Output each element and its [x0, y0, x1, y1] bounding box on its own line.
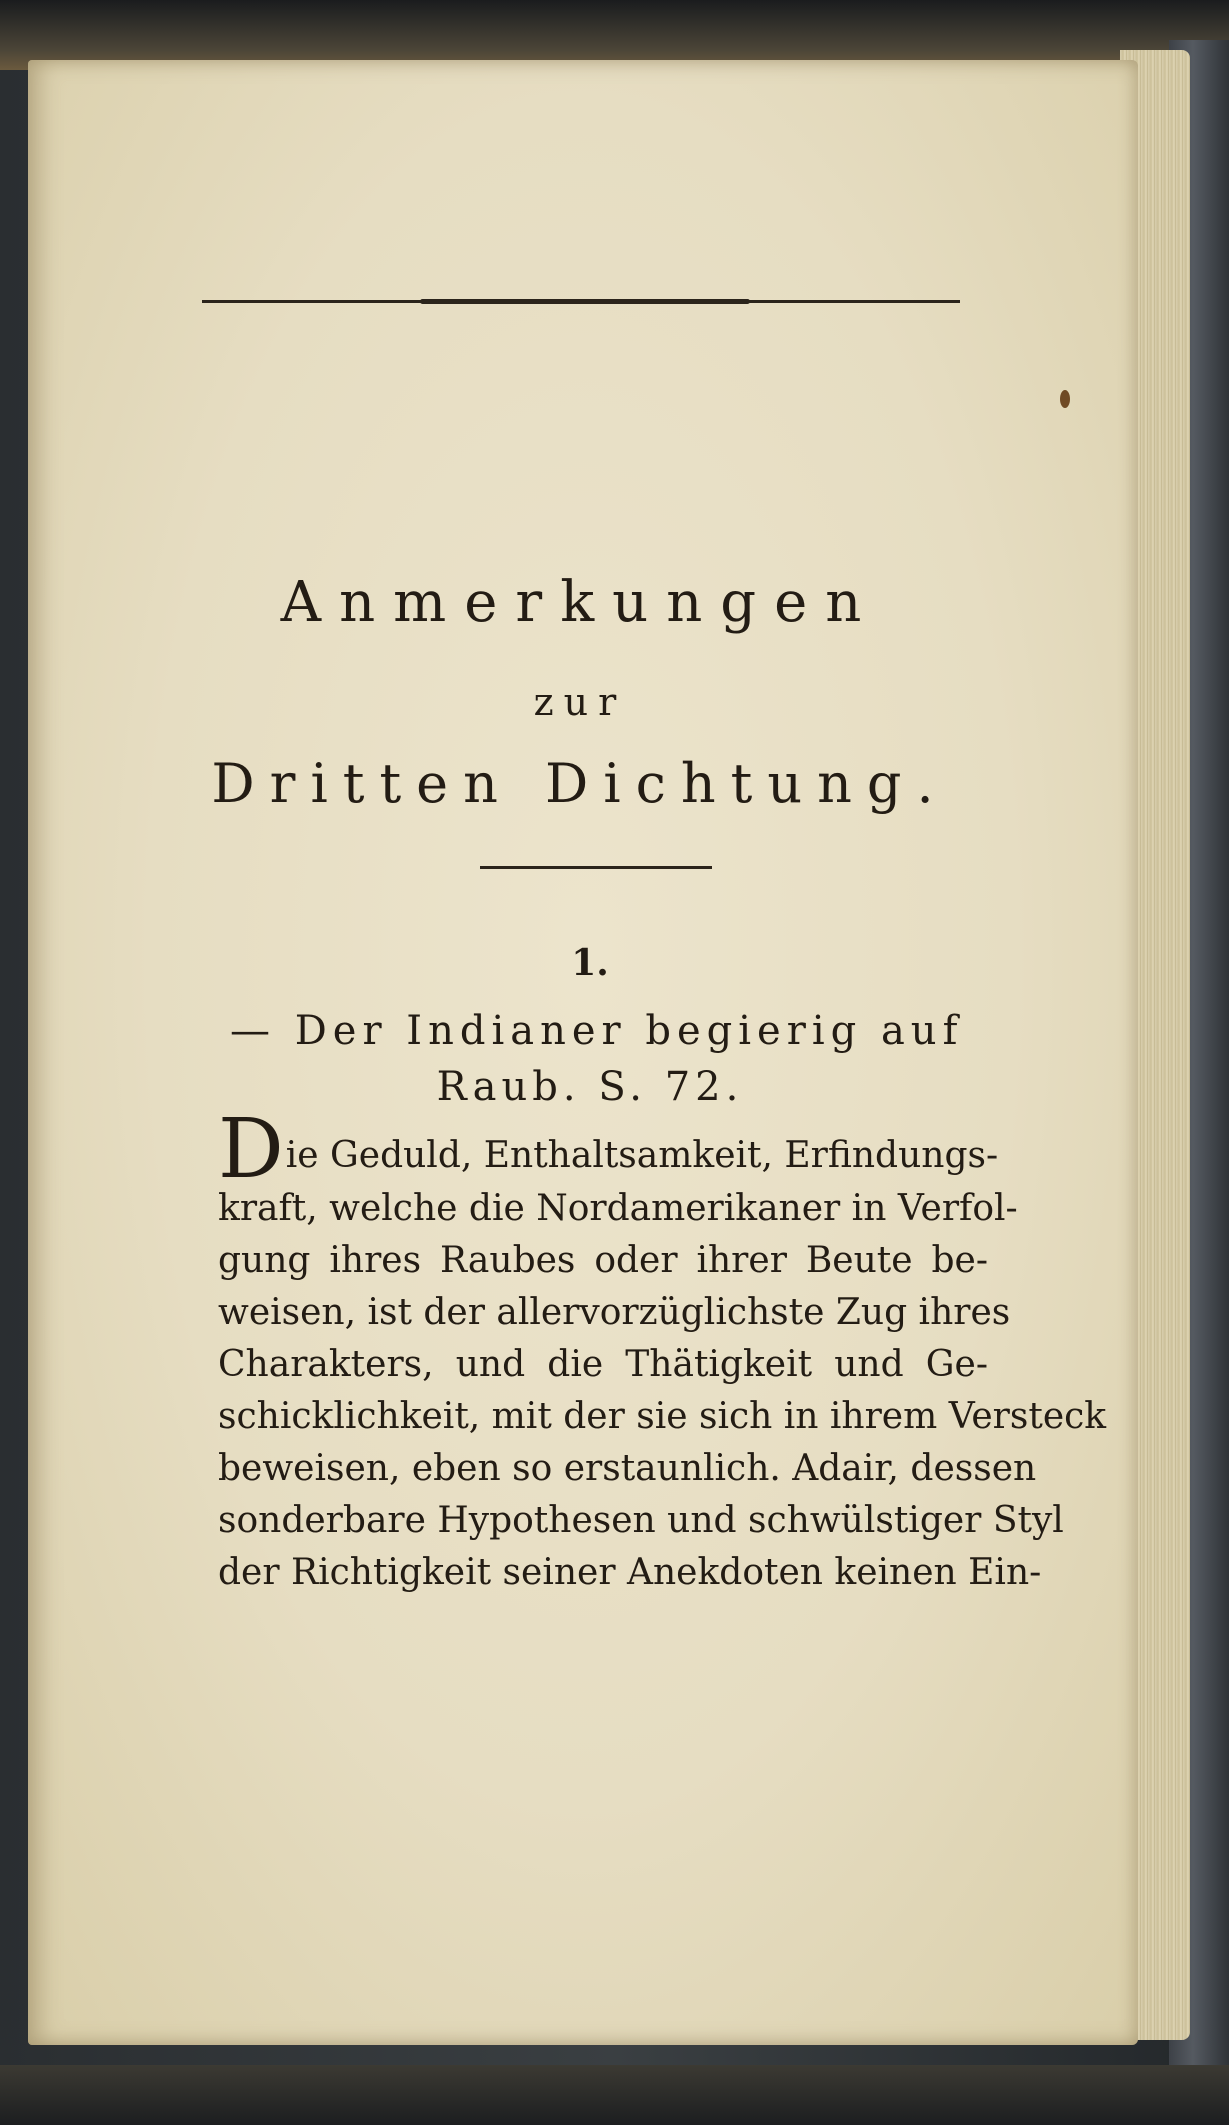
top-rule-thick-center: [420, 299, 750, 304]
book-cover-bottom-edge: [0, 2065, 1229, 2125]
body-line-text: ie Geduld, Enthaltsamkeit, Erfindungs-: [285, 1135, 999, 1176]
paper-speck: [1060, 390, 1070, 408]
note-heading-line-1: — Der Indianer begierig auf: [230, 1008, 964, 1054]
body-line-4: weisen, ist der allervorzüglichste Zug ihres: [218, 1292, 1011, 1333]
section-divider: [480, 866, 712, 869]
note-number: 1.: [571, 942, 609, 984]
note-heading-line-2: Raub. S. 72.: [436, 1064, 744, 1110]
body-line-9: der Richtigkeit seiner Anekdoten keinen Ein-: [218, 1552, 1042, 1593]
body-line-8: sonderbare Hypothesen und schwülstiger Styl: [218, 1500, 1064, 1541]
body-line-5: Charakters, und die Thätigkeit und Ge-: [218, 1344, 988, 1385]
body-line-2: kraft, welche die Nordamerikaner in Verfol-: [218, 1188, 1018, 1229]
page-title: Anmerkungen: [280, 570, 880, 635]
body-line-1: [218, 1102, 999, 1197]
body-line-3: gung ihres Raubes oder ihrer Beute be-: [218, 1240, 988, 1281]
body-line-7: beweisen, eben so erstaunlich. Adair, dessen: [218, 1448, 1037, 1489]
subtitle-dichtung: Dritten Dichtung.: [211, 752, 949, 815]
body-line-6: schicklichkeit, mit der sie sich in ihrem Versteck: [218, 1396, 1107, 1437]
drop-cap: D: [218, 1102, 284, 1197]
subtitle-zur: zur: [533, 680, 627, 724]
